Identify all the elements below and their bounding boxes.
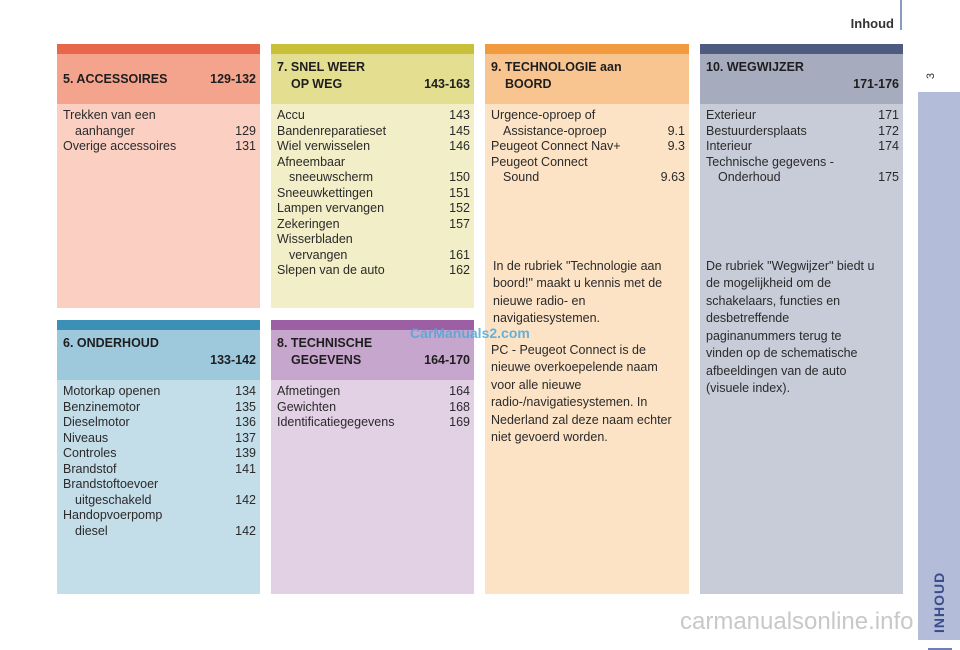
section-technologie-aan-boord (485, 44, 689, 594)
toc-entry[interactable]: Bestuurdersplaats 172 (706, 123, 899, 138)
toc-entry[interactable]: Controles 139 (63, 446, 256, 460)
toc-entry[interactable]: Accu 143 (277, 108, 470, 122)
section-color-bar (57, 44, 260, 54)
toc-entry[interactable]: Handopvoerpomp (63, 508, 163, 522)
toc-entry[interactable]: Lampen vervangen 152 (277, 201, 470, 215)
section-header (57, 54, 260, 104)
section-page-range: 143-163 (424, 77, 470, 91)
section-onderhoud (57, 320, 260, 594)
section-title-line2: BOORD (505, 77, 552, 91)
toc-entry[interactable]: Technische gegevens - (706, 154, 834, 169)
toc-entry[interactable]: Gewichten 168 (277, 399, 470, 414)
page-number: 3 (925, 72, 938, 80)
toc-entry[interactable]: Peugeot Connect Nav+ 9.3 (491, 139, 685, 153)
toc-entry[interactable]: Sound 9.63 (503, 170, 685, 184)
toc-entry[interactable]: Zekeringen 157 (277, 216, 470, 231)
section-header (485, 54, 689, 104)
side-tab (918, 92, 960, 640)
section-title-line2: OP WEG (291, 77, 343, 91)
section-title: 6. ONDERHOUD (63, 336, 159, 350)
section-note: In de rubriek "Technologie aan boord!" maakt u kennis met de nieuwe radio- en navigatiesystemen. (493, 258, 663, 325)
section-color-bar (485, 44, 689, 54)
section-color-bar (271, 44, 474, 54)
section-accessoires (57, 44, 260, 308)
section-title-line1: 7. SNEL WEER (277, 60, 365, 74)
section-page-range: 129-132 (210, 72, 256, 86)
section-title: 5. ACCESSOIRES (63, 72, 168, 86)
section-body (485, 104, 689, 594)
toc-entry[interactable]: Assistance-oproep 9.1 (503, 123, 685, 138)
section-body (271, 104, 474, 308)
section-title-line2: GEGEVENS (291, 353, 362, 367)
toc-entry[interactable]: diesel 142 (75, 523, 256, 538)
toc-entry[interactable]: vervangen 161 (289, 247, 470, 262)
section-page-range: 164-170 (424, 353, 470, 367)
section-title-line1: 8. TECHNISCHE (277, 336, 373, 350)
toc-entry[interactable]: Sneeuwkettingen 151 (277, 185, 470, 200)
toc-entry[interactable]: Interieur 174 (706, 139, 899, 153)
header-rule (900, 0, 902, 30)
section-body (700, 104, 903, 594)
section-title: 10. WEGWIJZER (706, 60, 804, 74)
toc-entry[interactable]: Niveaus 137 (63, 430, 256, 445)
toc-entry[interactable]: Dieselmotor 136 (63, 415, 256, 429)
toc-entry[interactable]: Urgence-oproep of (491, 108, 596, 122)
section-page-range: 171-176 (853, 77, 899, 91)
toc-entry[interactable]: aanhanger 129 (75, 123, 256, 138)
toc-entry[interactable]: Motorkap openen 134 (63, 384, 256, 398)
toc-entry[interactable]: Wiel verwisselen 146 (277, 139, 470, 153)
section-body (271, 380, 474, 594)
toc-entry[interactable]: Benzinemotor 135 (63, 399, 256, 414)
toc-entry[interactable]: Wisserbladen (277, 232, 353, 246)
toc-entry[interactable]: Peugeot Connect (491, 154, 588, 169)
page-header-title: Inhoud (850, 16, 894, 31)
toc-entry[interactable]: Brandstof 141 (63, 461, 256, 476)
section-note: PC - Peugeot Connect is de nieuwe overkoepelende naam voor alle nieuwe radio-/navigatiesystemen. In Nederland zal deze naam echter niet gevoerd worden. (491, 342, 672, 444)
section-wegwijzer (700, 44, 903, 594)
section-snel-weer-op-weg (271, 44, 474, 308)
section-header (700, 54, 903, 104)
toc-entry[interactable]: Onderhoud 175 (718, 170, 899, 184)
side-tab-label: INHOUD (931, 571, 947, 633)
toc-entry[interactable]: Slepen van de auto 162 (277, 263, 470, 277)
section-body (57, 104, 260, 308)
section-page-range: 133-142 (210, 353, 256, 367)
section-color-bar (57, 320, 260, 330)
toc-entry[interactable]: Overige accessoires 131 (63, 139, 256, 153)
watermark-bottom: carmanualsonline.info (680, 608, 914, 635)
section-note: De rubriek "Wegwijzer" biedt u de mogelijkheid om de schakelaars, functies en desbetreffende paginanummers terug te vinden op de schematische afbeeldingen van de auto (visuele index). (706, 258, 875, 395)
section-header (57, 330, 260, 380)
watermark-top: CarManuals2.com (410, 325, 530, 341)
section-body (57, 380, 260, 594)
section-title-line1: 9. TECHNOLOGIE aan (491, 60, 622, 74)
toc-entry[interactable]: uitgeschakeld 142 (75, 492, 256, 507)
section-color-bar (700, 44, 903, 54)
toc-entry[interactable]: Identificatiegegevens 169 (277, 415, 470, 429)
toc-entry[interactable]: Afneembaar (277, 154, 346, 169)
toc-entry[interactable]: Bandenreparatieset 145 (277, 123, 470, 138)
toc-entry[interactable]: Trekken van een (63, 108, 156, 122)
toc-entry[interactable]: sneeuwscherm 150 (289, 170, 470, 184)
toc-entry[interactable]: Brandstoftoevoer (63, 477, 159, 491)
toc-entry[interactable]: Exterieur 171 (706, 108, 899, 122)
section-header (271, 54, 474, 104)
toc-entry[interactable]: Afmetingen 164 (277, 384, 470, 398)
section-technische-gegevens (271, 320, 474, 594)
